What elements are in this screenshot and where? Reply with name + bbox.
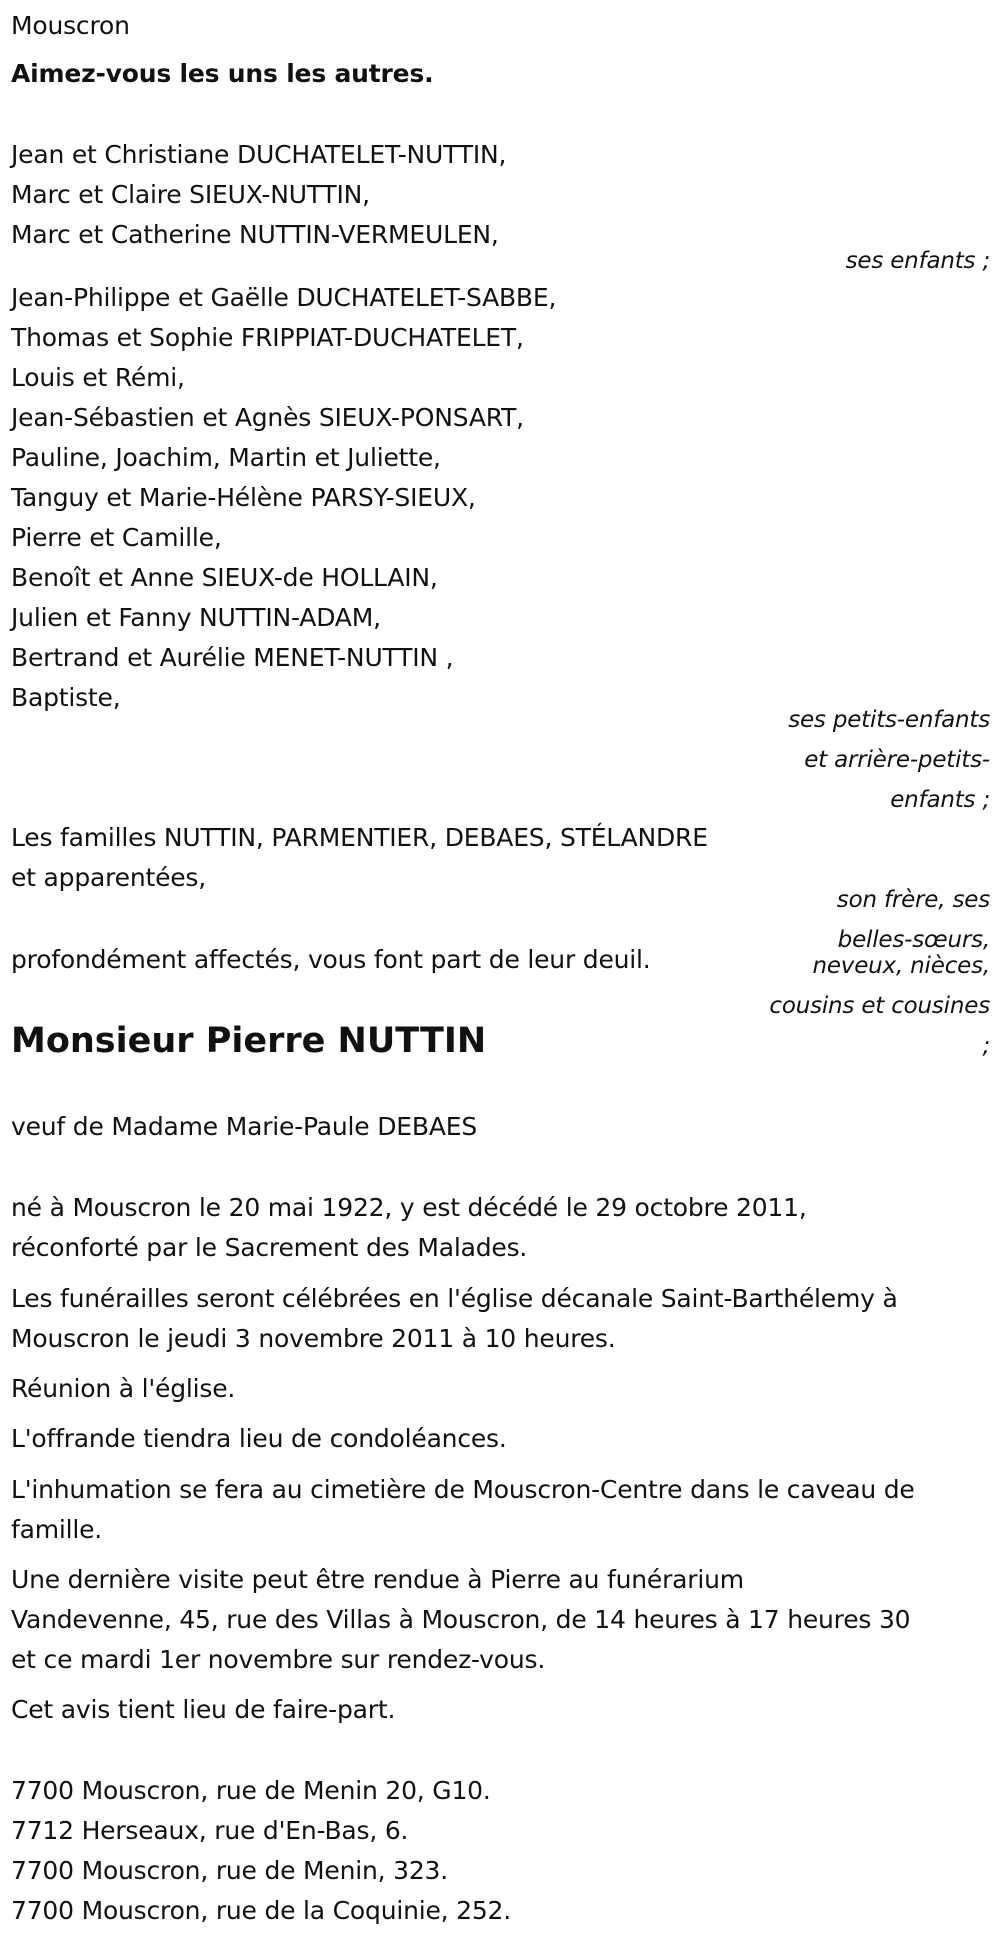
widower-line: veuf de Madame Marie-Paule DEBAES [11,1112,477,1141]
address-line: 7712 Herseaux, rue d'En-Bas, 6. [11,1816,409,1845]
grandchildren-role: et arrière-petits- [804,747,990,773]
families-line: et apparentées, [11,863,206,892]
address-line: 7700 Mouscron, rue de la Coquinie, 252. [11,1896,512,1925]
grandchildren-line: Jean-Sébastien et Agnès SIEUX-PONSART, [11,403,524,432]
motto: Aimez-vous les uns les autres. [11,59,434,88]
grandchildren-role: enfants ; [890,787,990,813]
deceased-name: Monsieur Pierre NUTTIN [11,1021,487,1061]
children-line: Marc et Catherine NUTTIN-VERMEULEN, [11,220,499,249]
announcement: profondément affectés, vous font part de leur deuil. [11,945,651,974]
detail-line: Réunion à l'église. [11,1374,236,1403]
grandchildren-role: ses petits-enfants [788,707,990,733]
detail-line: Une dernière visite peut être rendue à Pierre au funérarium [11,1565,744,1594]
grandchildren-line: Julien et Fanny NUTTIN-ADAM, [11,603,381,632]
detail-line: L'inhumation se fera au cimetière de Mouscron-Centre dans le caveau de [11,1475,915,1504]
city-heading: Mouscron [11,11,130,40]
grandchildren-line: Pierre et Camille, [11,523,222,552]
address-line: 7700 Mouscron, rue de Menin, 323. [11,1856,449,1885]
grandchildren-line: Benoît et Anne SIEUX-de HOLLAIN, [11,563,438,592]
detail-line: né à Mouscron le 20 mai 1922, y est décédé le 29 octobre 2011, [11,1193,807,1222]
detail-line: famille. [11,1515,103,1544]
grandchildren-line: Bertrand et Aurélie MENET-NUTTIN , [11,643,454,672]
grandchildren-line: Baptiste, [11,683,121,712]
children-line: Jean et Christiane DUCHATELET-NUTTIN, [11,140,507,169]
grandchildren-line: Pauline, Joachim, Martin et Juliette, [11,443,441,472]
grandchildren-line: Thomas et Sophie FRIPPIAT-DUCHATELET, [11,323,524,352]
grandchildren-line: Tanguy et Marie-Hélène PARSY-SIEUX, [11,483,476,512]
families-role: neveux, nièces, [812,953,990,979]
detail-line: Cet avis tient lieu de faire-part. [11,1695,396,1724]
families-role: son frère, ses [836,887,990,913]
families-role: ; [982,1033,990,1059]
children-line: Marc et Claire SIEUX-NUTTIN, [11,180,370,209]
children-role: ses enfants ; [845,248,990,274]
detail-line: et ce mardi 1er novembre sur rendez-vous. [11,1645,546,1674]
families-role: belles-sœurs, [837,927,990,953]
grandchildren-line: Louis et Rémi, [11,363,185,392]
detail-line: Les funérailles seront célébrées en l'église décanale Saint-Barthélemy à [11,1284,898,1313]
detail-line: L'offrande tiendra lieu de condoléances. [11,1424,507,1453]
detail-line: Vandevenne, 45, rue des Villas à Mouscron, de 14 heures à 17 heures 30 [11,1605,911,1634]
families-line: Les familles NUTTIN, PARMENTIER, DEBAES, STÉLANDRE [11,823,708,852]
detail-line: Mouscron le jeudi 3 novembre 2011 à 10 heures. [11,1324,616,1353]
address-line: 7700 Mouscron, rue de Menin 20, G10. [11,1776,491,1805]
detail-line: réconforté par le Sacrement des Malades. [11,1233,528,1262]
grandchildren-line: Jean-Philippe et Gaëlle DUCHATELET-SABBE, [11,283,557,312]
families-role: cousins et cousines [769,993,990,1019]
